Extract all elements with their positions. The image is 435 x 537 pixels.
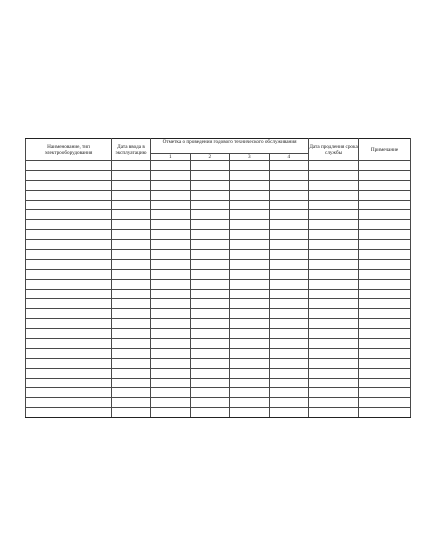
- table-cell: [190, 250, 230, 260]
- table-cell: [309, 279, 359, 289]
- table-cell: [309, 269, 359, 279]
- table-cell: [269, 161, 309, 171]
- table-cell: [230, 230, 270, 240]
- table-cell: [359, 240, 411, 250]
- table-cell: [151, 279, 191, 289]
- table-cell: [26, 319, 112, 329]
- table-cell: [190, 190, 230, 200]
- table-cell: [269, 200, 309, 210]
- table-cell: [26, 161, 112, 171]
- table-cell: [230, 259, 270, 269]
- table-cell: [112, 368, 151, 378]
- table-cell: [359, 358, 411, 368]
- table-cell: [26, 309, 112, 319]
- table-cell: [309, 220, 359, 230]
- table-cell: [26, 230, 112, 240]
- table-cell: [112, 319, 151, 329]
- table-cell: [359, 220, 411, 230]
- table-cell: [112, 240, 151, 250]
- table-row: [26, 378, 411, 388]
- table-cell: [190, 348, 230, 358]
- table-cell: [112, 339, 151, 349]
- table-cell: [190, 358, 230, 368]
- table-cell: [26, 388, 112, 398]
- table-cell: [190, 329, 230, 339]
- table-cell: [309, 161, 359, 171]
- table-cell: [230, 190, 270, 200]
- table-cell: [269, 368, 309, 378]
- table-cell: [112, 299, 151, 309]
- table-row: [26, 408, 411, 418]
- table-cell: [151, 269, 191, 279]
- table-cell: [151, 299, 191, 309]
- table-cell: [269, 240, 309, 250]
- table-cell: [269, 210, 309, 220]
- table-cell: [112, 220, 151, 230]
- table-cell: [230, 220, 270, 230]
- table-row: [26, 329, 411, 339]
- table-cell: [151, 408, 191, 418]
- table-cell: [26, 289, 112, 299]
- table-cell: [359, 348, 411, 358]
- table-cell: [309, 210, 359, 220]
- header-quarter-2: 2: [190, 154, 230, 161]
- table-cell: [359, 408, 411, 418]
- table-row: [26, 279, 411, 289]
- header-annual-maintenance: Отметка о проведении годового технического обслуживания: [151, 139, 309, 154]
- table-cell: [359, 388, 411, 398]
- header-quarter-4: 4: [269, 154, 309, 161]
- table-cell: [190, 309, 230, 319]
- table-cell: [190, 398, 230, 408]
- header-commission-date: Дата ввода в эксплуатацию: [112, 139, 151, 161]
- header-quarter-1: 1: [151, 154, 191, 161]
- table-cell: [26, 398, 112, 408]
- table-cell: [359, 289, 411, 299]
- table-cell: [112, 210, 151, 220]
- table-cell: [26, 269, 112, 279]
- table-cell: [309, 309, 359, 319]
- table-row: [26, 240, 411, 250]
- table-cell: [112, 329, 151, 339]
- table-cell: [112, 180, 151, 190]
- table-cell: [26, 220, 112, 230]
- table-row: [26, 220, 411, 230]
- table-cell: [230, 378, 270, 388]
- table-row: [26, 210, 411, 220]
- table-row: [26, 358, 411, 368]
- table-cell: [359, 180, 411, 190]
- table-cell: [26, 170, 112, 180]
- table-cell: [151, 190, 191, 200]
- table-cell: [112, 161, 151, 171]
- table-cell: [112, 398, 151, 408]
- table-cell: [309, 299, 359, 309]
- table-row: [26, 269, 411, 279]
- table-cell: [26, 358, 112, 368]
- table-cell: [26, 240, 112, 250]
- table-cell: [309, 388, 359, 398]
- table-cell: [269, 408, 309, 418]
- table-row: [26, 250, 411, 260]
- table-cell: [151, 210, 191, 220]
- table-cell: [359, 309, 411, 319]
- table-cell: [309, 348, 359, 358]
- table-cell: [269, 398, 309, 408]
- table-row: [26, 180, 411, 190]
- table-cell: [151, 200, 191, 210]
- table-cell: [309, 200, 359, 210]
- table-row: [26, 161, 411, 171]
- table-cell: [309, 329, 359, 339]
- table-cell: [230, 339, 270, 349]
- table-cell: [151, 319, 191, 329]
- table-cell: [151, 329, 191, 339]
- table-cell: [309, 190, 359, 200]
- table-cell: [190, 170, 230, 180]
- table-cell: [230, 210, 270, 220]
- table-cell: [309, 250, 359, 260]
- table-row: [26, 170, 411, 180]
- table-cell: [190, 180, 230, 190]
- table-cell: [190, 220, 230, 230]
- table-cell: [230, 368, 270, 378]
- table-cell: [269, 348, 309, 358]
- table-cell: [151, 368, 191, 378]
- table-cell: [230, 358, 270, 368]
- table-cell: [190, 299, 230, 309]
- table-cell: [230, 299, 270, 309]
- maintenance-journal-table: [25, 138, 411, 418]
- table-cell: [269, 329, 309, 339]
- table-cell: [151, 161, 191, 171]
- table-cell: [359, 319, 411, 329]
- table-row: [26, 200, 411, 210]
- table-cell: [112, 408, 151, 418]
- table-cell: [309, 339, 359, 349]
- table-row: [26, 259, 411, 269]
- header-service-life-extension: Дата продления срока службы: [309, 139, 359, 161]
- table-cell: [151, 250, 191, 260]
- table-cell: [269, 269, 309, 279]
- table-cell: [112, 190, 151, 200]
- table-cell: [269, 309, 309, 319]
- header-equipment-name: Наименование, тип электрооборудования: [26, 139, 112, 161]
- table-cell: [309, 398, 359, 408]
- table-cell: [190, 269, 230, 279]
- table-cell: [26, 210, 112, 220]
- header-quarter-3: 3: [230, 154, 270, 161]
- table-cell: [230, 170, 270, 180]
- table-cell: [112, 230, 151, 240]
- table-cell: [26, 368, 112, 378]
- table-cell: [151, 259, 191, 269]
- table-cell: [26, 329, 112, 339]
- table-cell: [26, 378, 112, 388]
- table-cell: [190, 210, 230, 220]
- table-row: [26, 339, 411, 349]
- table-cell: [359, 299, 411, 309]
- table-cell: [309, 319, 359, 329]
- table-cell: [151, 398, 191, 408]
- table-cell: [230, 279, 270, 289]
- table-row: [26, 368, 411, 378]
- table-cell: [151, 230, 191, 240]
- table-cell: [359, 398, 411, 408]
- table-cell: [112, 378, 151, 388]
- table-cell: [359, 339, 411, 349]
- table-cell: [269, 339, 309, 349]
- table-cell: [230, 348, 270, 358]
- table-cell: [230, 269, 270, 279]
- table-cell: [269, 279, 309, 289]
- table-cell: [151, 358, 191, 368]
- table-cell: [112, 358, 151, 368]
- table-cell: [190, 368, 230, 378]
- table-cell: [269, 230, 309, 240]
- table-cell: [230, 200, 270, 210]
- table-cell: [230, 408, 270, 418]
- table-cell: [26, 259, 112, 269]
- table-cell: [151, 378, 191, 388]
- table-cell: [190, 388, 230, 398]
- table-cell: [230, 161, 270, 171]
- table-cell: [112, 269, 151, 279]
- table-row: [26, 348, 411, 358]
- table-cell: [112, 309, 151, 319]
- table-cell: [151, 180, 191, 190]
- header-notes: Примечание: [359, 139, 411, 161]
- table-cell: [112, 289, 151, 299]
- table-cell: [26, 200, 112, 210]
- table-cell: [190, 339, 230, 349]
- table-cell: [309, 180, 359, 190]
- table-cell: [359, 368, 411, 378]
- table-cell: [112, 250, 151, 260]
- table-cell: [269, 220, 309, 230]
- table-cell: [26, 279, 112, 289]
- table-row: [26, 289, 411, 299]
- table-cell: [309, 259, 359, 269]
- table-cell: [269, 378, 309, 388]
- table-row: [26, 190, 411, 200]
- table-row: [26, 388, 411, 398]
- table-cell: [309, 358, 359, 368]
- table-cell: [309, 289, 359, 299]
- table-cell: [112, 388, 151, 398]
- table-cell: [359, 269, 411, 279]
- table-cell: [269, 170, 309, 180]
- table-cell: [26, 299, 112, 309]
- table-cell: [151, 240, 191, 250]
- table-row: [26, 398, 411, 408]
- table-cell: [26, 190, 112, 200]
- table-cell: [269, 190, 309, 200]
- table-cell: [190, 230, 230, 240]
- table-cell: [359, 210, 411, 220]
- table-cell: [151, 220, 191, 230]
- table-cell: [269, 259, 309, 269]
- table-cell: [269, 289, 309, 299]
- table-cell: [269, 319, 309, 329]
- table-row: [26, 230, 411, 240]
- table-cell: [26, 408, 112, 418]
- table-row: [26, 319, 411, 329]
- table-cell: [26, 180, 112, 190]
- table-cell: [151, 348, 191, 358]
- table-cell: [112, 259, 151, 269]
- table-cell: [309, 170, 359, 180]
- table-cell: [269, 388, 309, 398]
- table-cell: [309, 368, 359, 378]
- table-cell: [230, 289, 270, 299]
- journal-body: [26, 161, 411, 418]
- table-cell: [190, 408, 230, 418]
- table-cell: [230, 329, 270, 339]
- table-cell: [190, 200, 230, 210]
- table-cell: [359, 329, 411, 339]
- table-cell: [359, 378, 411, 388]
- table-cell: [269, 358, 309, 368]
- table-cell: [359, 230, 411, 240]
- table-cell: [151, 170, 191, 180]
- table-cell: [190, 259, 230, 269]
- table-cell: [359, 161, 411, 171]
- table-cell: [151, 309, 191, 319]
- table-cell: [112, 279, 151, 289]
- table-cell: [230, 319, 270, 329]
- table-cell: [359, 259, 411, 269]
- table-cell: [151, 339, 191, 349]
- table-cell: [359, 279, 411, 289]
- table-cell: [112, 200, 151, 210]
- table-cell: [269, 180, 309, 190]
- table-cell: [309, 240, 359, 250]
- table-cell: [26, 348, 112, 358]
- table-cell: [190, 378, 230, 388]
- table-cell: [26, 250, 112, 260]
- table-cell: [230, 388, 270, 398]
- table-cell: [151, 388, 191, 398]
- table-cell: [112, 348, 151, 358]
- table-cell: [190, 279, 230, 289]
- table-cell: [230, 240, 270, 250]
- table-cell: [230, 180, 270, 190]
- table-cell: [309, 408, 359, 418]
- table-cell: [151, 289, 191, 299]
- table-cell: [359, 200, 411, 210]
- table-cell: [190, 319, 230, 329]
- table-cell: [359, 190, 411, 200]
- table-cell: [269, 250, 309, 260]
- table-cell: [230, 398, 270, 408]
- table-cell: [230, 250, 270, 260]
- table-cell: [230, 309, 270, 319]
- table-cell: [112, 170, 151, 180]
- table-row: [26, 309, 411, 319]
- table-cell: [26, 339, 112, 349]
- table-cell: [359, 170, 411, 180]
- table-cell: [190, 240, 230, 250]
- table-cell: [309, 378, 359, 388]
- table-cell: [359, 250, 411, 260]
- header-row: [26, 139, 411, 154]
- table-cell: [190, 289, 230, 299]
- table-cell: [190, 161, 230, 171]
- table-cell: [309, 230, 359, 240]
- table-cell: [269, 299, 309, 309]
- table-row: [26, 299, 411, 309]
